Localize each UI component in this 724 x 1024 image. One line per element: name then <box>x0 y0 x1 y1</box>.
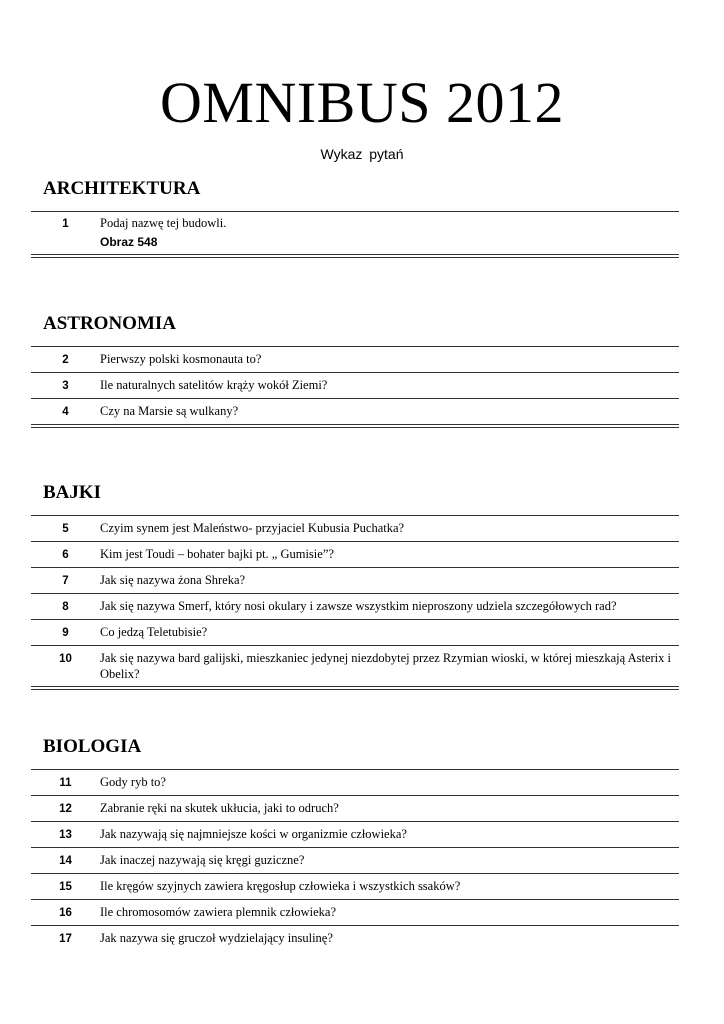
question-text: Ile chromosomów zawiera plemnik człowieka? <box>100 905 337 919</box>
question-row <box>31 925 679 951</box>
question-text: Ile naturalnych satelitów krąży wokół Ziemi? <box>100 378 328 392</box>
question-number: 9 <box>62 627 69 639</box>
question-row <box>31 211 679 254</box>
question-row <box>31 619 679 645</box>
question-row <box>31 821 679 847</box>
question-number: 12 <box>59 803 72 815</box>
section-heading: ARCHITEKTURA <box>43 178 201 199</box>
question-row <box>31 372 679 398</box>
question-row <box>31 847 679 873</box>
section-bajki <box>31 481 679 690</box>
question-number: 17 <box>59 933 72 945</box>
question-text: Jak się nazywa żona Shreka? <box>100 573 246 587</box>
section-biologia <box>31 735 679 951</box>
question-row <box>31 873 679 899</box>
question-number: 7 <box>62 575 69 587</box>
question-row <box>31 346 679 372</box>
section-architektura <box>31 177 679 258</box>
question-number: 13 <box>59 829 72 841</box>
section-end-rule <box>31 686 679 690</box>
question-row <box>31 398 679 424</box>
question-text: Kim jest Toudi – bohater bajki pt. „ Gumisie”? <box>100 547 334 561</box>
section-astronomia <box>31 312 679 428</box>
question-number: 4 <box>62 406 69 418</box>
question-text: Ile kręgów szyjnych zawiera kręgosłup człowieka i wszystkich ssaków? <box>100 879 461 893</box>
question-number: 6 <box>62 549 69 561</box>
question-row <box>31 541 679 567</box>
question-number: 3 <box>62 380 69 392</box>
section-end-rule <box>31 254 679 258</box>
question-body <box>100 215 679 250</box>
question-text: Podaj nazwę tej budowli. <box>100 216 227 230</box>
question-text: Jak się nazywa bard galijski, mieszkaniec jedynej niezdobytej przez Rzymian wioski, w której mieszkają Asterix i Obelix? <box>100 651 672 681</box>
section-heading: ASTRONOMIA <box>43 313 177 334</box>
question-row <box>31 795 679 821</box>
question-number: 1 <box>62 218 69 230</box>
question-text: Zabranie ręki na skutek ukłucia, jaki to odruch? <box>100 801 339 815</box>
question-number: 15 <box>59 881 72 893</box>
section-heading: BIOLOGIA <box>43 736 142 757</box>
question-row <box>31 515 679 541</box>
section-end-rule <box>31 424 679 428</box>
question-text: Jak nazywają się najmniejsze kości w organizmie człowieka? <box>100 827 407 841</box>
question-number: 2 <box>62 354 69 366</box>
question-text: Pierwszy polski kosmonauta to? <box>100 352 262 366</box>
question-number: 11 <box>59 777 72 789</box>
question-row <box>31 899 679 925</box>
question-image-ref: Obraz 548 <box>100 235 158 249</box>
question-text: Gody ryb to? <box>100 775 166 789</box>
question-text: Jak się nazywa Smerf, który nosi okulary i zawsze wszystkim nieproszony udziela szczegółowych rad? <box>100 599 617 613</box>
question-number: 8 <box>62 601 69 613</box>
question-text: Co jedzą Teletubisie? <box>100 625 208 639</box>
question-row <box>31 567 679 593</box>
question-number: 5 <box>62 523 69 535</box>
question-text: Czy na Marsie są wulkany? <box>100 404 239 418</box>
question-number: 16 <box>59 907 72 919</box>
section-heading: BAJKI <box>43 482 102 503</box>
question-text: Jak nazywa się gruczoł wydzielający insulinę? <box>100 931 333 945</box>
question-number: 14 <box>59 855 72 867</box>
question-row <box>31 645 679 686</box>
question-row <box>31 593 679 619</box>
question-text: Jak inaczej nazywają się kręgi guziczne? <box>100 853 305 867</box>
question-text: Czyim synem jest Maleństwo- przyjaciel Kubusia Puchatka? <box>100 521 405 535</box>
question-number: 10 <box>59 653 72 665</box>
question-row <box>31 769 679 795</box>
document-title: OMNIBUS 2012 <box>160 70 564 135</box>
document-subtitle: Wykaz pytań <box>320 146 404 162</box>
